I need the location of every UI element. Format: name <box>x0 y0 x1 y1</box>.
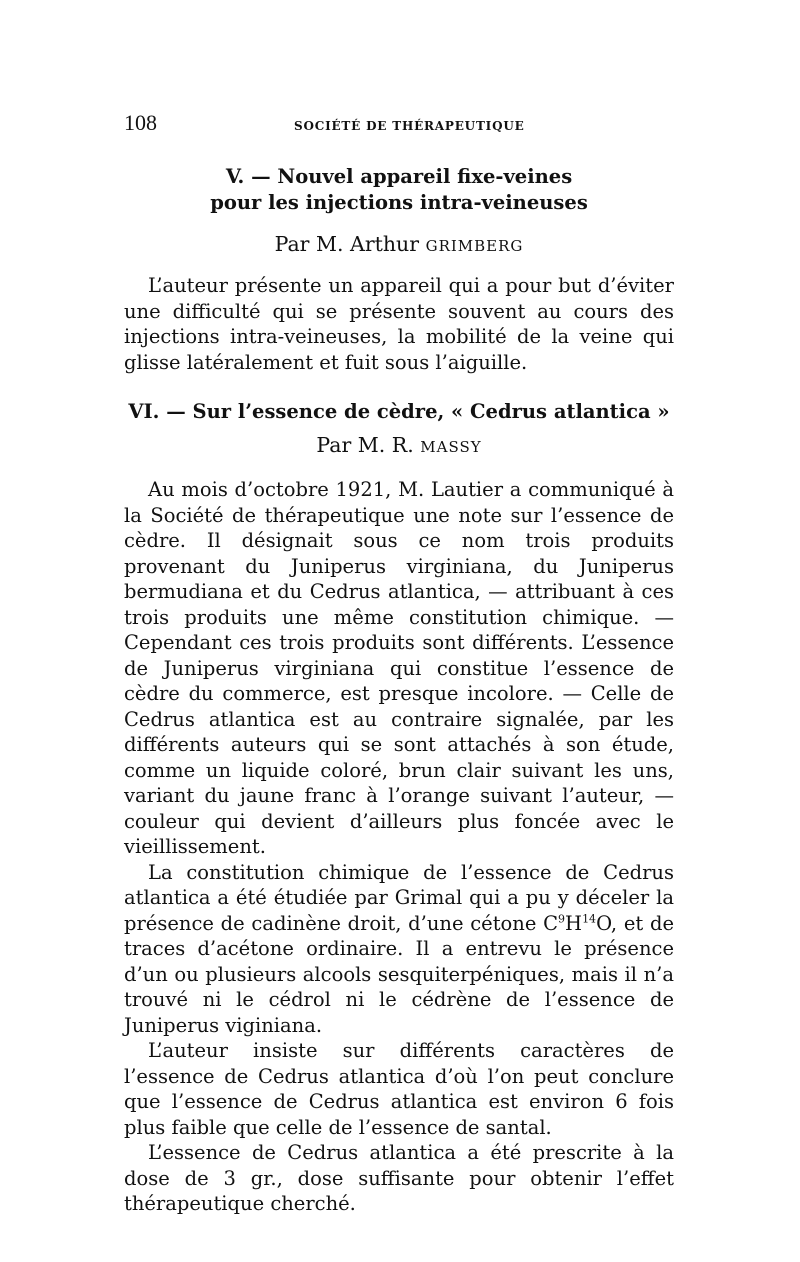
section-v-byline-prefix: Par M. Arthur <box>274 232 420 256</box>
section-vi-byline-prefix: Par M. R. <box>316 433 414 457</box>
formula-subscript-hydrogen: 14 <box>582 912 597 925</box>
running-header <box>124 110 674 138</box>
section-v-author-name: GRIMBERG <box>425 237 524 255</box>
section-vi-paragraph-1: Au mois d’octobre 1921, M. Lautier a communiqué à la Société de thérapeutique une note sur l’essence de cèdre. Il désignait sous ce nom trois produits provenant du Juniperus virginiana, du Juniperus bermudiana et du Cedrus atlantica, — attribuant à ces trois produits une même constitution chimique. — Cependant ces trois produits sont différents. L’essence de Juniperus virginiana qui constitue l’essence de cèdre du commerce, est presque incolore. — Celle de Cedrus atlantica est au contraire signalée, par les différents auteurs qui se sont attachés à son étude, comme un liquide coloré, brun clair suivant les uns, variant du jaune franc à l’orange suivant l’auteur, — couleur qui devient d’ailleurs plus foncée avec le vieillissement. <box>124 478 674 858</box>
document-page <box>124 110 674 1217</box>
section-vi-author-name: MASSY <box>420 438 482 456</box>
journal-title: SOCIÉTÉ DE THÉRAPEUTIQUE <box>294 119 525 133</box>
formula-subscript-carbon: 9 <box>558 912 566 925</box>
section-vi-paragraph-4: L’essence de Cedrus atlantica a été prescrite à la dose de 3 gr., dose suffisante pour obtenir l’effet thérapeutique cherché. <box>124 1141 674 1215</box>
paragraph-2-text-before: La constitution chimique de l’essence de Cedrus atlantica a été étudiée par Grimal qui a pu y déceler la présence de cadinène droit, d’une cétone C <box>124 860 674 935</box>
section-v-title-line1: V. — Nouvel appareil fixe-veines <box>225 165 573 188</box>
paragraph-2-text-after: O, et de traces d’acétone ordinaire. Il a entrevu le présence d’un ou plusieurs alcools sesquiterpéniques, mais il n’a trouvé ni le cédrol ni le cédrène de l’essence de Juniperus viginiana. <box>124 911 674 1037</box>
page-number: 108 <box>124 110 157 135</box>
section-vi-paragraph-3: L’auteur insiste sur différents caractères de l’essence de Cedrus atlantica d’où l’on peut conclure que l’essence de Cedrus atlantica est environ 6 fois plus faible que celle de l’essence de santal. <box>124 1039 674 1139</box>
section-v-title-line2: pour les injections intra-veineuses <box>210 191 588 214</box>
section-v-paragraph: L’auteur présente un appareil qui a pour but d’éviter une difficulté qui se présente souvent au cours des injections intra-veineuses, la mobilité de la veine qui glisse latéralement et fuit sous l’aiguille. <box>124 274 674 374</box>
section-vi-byline <box>124 431 674 461</box>
section-vi-paragraph-2 <box>124 860 674 1039</box>
formula-hydrogen: H <box>565 911 583 935</box>
section-v-byline <box>124 230 674 260</box>
section-vi-title: VI. — Sur l’essence de cèdre, « Cedrus atlantica » <box>128 400 670 423</box>
